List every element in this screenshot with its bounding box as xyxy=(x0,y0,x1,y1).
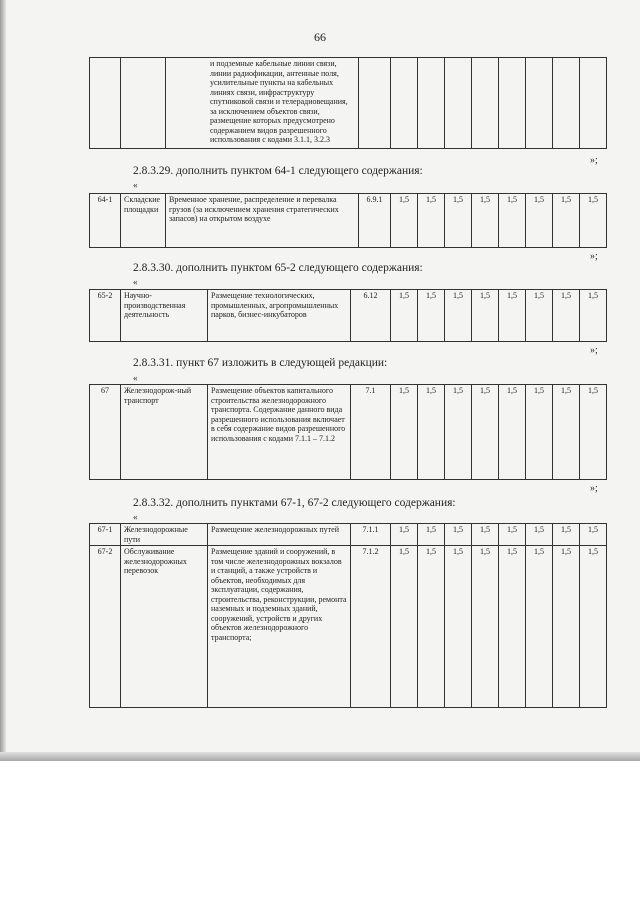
scan-shadow-left xyxy=(0,0,6,760)
value-cell: 1,5 xyxy=(472,290,499,342)
use-name: Железнодорож-ный транспорт xyxy=(121,385,208,480)
value-cell: 1,5 xyxy=(580,385,607,480)
value-cell: 1,5 xyxy=(580,194,607,248)
value-cell: 1,5 xyxy=(499,546,526,708)
value-cell: 1,5 xyxy=(526,385,553,480)
value-cell: 1,5 xyxy=(580,546,607,708)
value-cell: 1,5 xyxy=(418,524,445,546)
use-code: 7.1 xyxy=(351,385,391,480)
table-row xyxy=(90,58,607,149)
section-table xyxy=(89,289,607,342)
row-number: 65-2 xyxy=(90,290,121,342)
value-cell: 1,5 xyxy=(391,194,418,248)
value-cell: 1,5 xyxy=(472,546,499,708)
use-name: Научно-производственная деятельность xyxy=(121,290,208,342)
value-cell: 1,5 xyxy=(418,194,445,248)
value-cell: 1,5 xyxy=(445,546,472,708)
use-code: 6.9.1 xyxy=(359,194,391,248)
value-cell: 1,5 xyxy=(472,524,499,546)
open-quote: « xyxy=(133,373,138,383)
value-cell: 1,5 xyxy=(499,385,526,480)
section-table xyxy=(89,523,607,708)
use-code: 6.12 xyxy=(351,290,391,342)
value-cell: 1,5 xyxy=(391,290,418,342)
value-cell: 1,5 xyxy=(418,290,445,342)
use-code: 7.1.2 xyxy=(351,546,391,708)
section-table xyxy=(89,193,607,248)
table-row xyxy=(90,524,607,546)
value-cell: 1,5 xyxy=(499,194,526,248)
value-cell: 1,5 xyxy=(526,194,553,248)
value-cell: 1,5 xyxy=(553,194,580,248)
value-cell: 1,5 xyxy=(553,385,580,480)
section-heading: 2.8.3.30. дополнить пунктом 65-2 следующего содержания: xyxy=(133,262,423,274)
row-number: 67-1 xyxy=(90,524,121,546)
value-cell: 1,5 xyxy=(499,290,526,342)
table-row xyxy=(90,385,607,480)
use-description: и подземные кабельные линии связи, линии радиофикации, антенные поля, усилительные пункты на кабельных линиях связи, инфраструктуру спутниковой связи и телерадиовещания, за исключением объектов связи, размещение которых предусмотрено содержанием видов разрешенного использования с кодами 3.1.1, 3.2.3 xyxy=(166,58,359,149)
value-cell: 1,5 xyxy=(391,524,418,546)
section-table xyxy=(89,384,607,480)
table-row xyxy=(90,546,607,708)
close-quote: »; xyxy=(590,345,598,356)
use-name: Обслуживание железнодорожных перевозок xyxy=(121,546,208,708)
value-cell: 1,5 xyxy=(391,546,418,708)
table-row xyxy=(90,290,607,342)
use-description: Размещение объектов капитального строительства железнодорожного транспорта. Содержание данного вида разрешенного использования включает в себя содержание видов разрешенного использования с кодами 7.1.1 – 7.1.2 xyxy=(208,385,351,480)
value-cell: 1,5 xyxy=(553,546,580,708)
use-description: Размещение технологических, промышленных, агропромышленных парков, бизнес-инкубаторов xyxy=(208,290,351,342)
use-description: Временное хранение, распределение и перевалка грузов (за исключением хранения стратегических запасов) на открытом воздухе xyxy=(166,194,359,248)
close-quote: »; xyxy=(590,251,598,262)
value-cell: 1,5 xyxy=(472,385,499,480)
value-cell: 1,5 xyxy=(472,194,499,248)
value-cell: 1,5 xyxy=(445,290,472,342)
value-cell: 1,5 xyxy=(580,290,607,342)
continued-table xyxy=(89,57,607,149)
section-heading: 2.8.3.31. пункт 67 изложить в следующей редакции: xyxy=(133,357,388,369)
scan-shadow-bottom xyxy=(0,752,640,761)
table-row xyxy=(90,194,607,248)
open-quote: « xyxy=(133,277,138,287)
value-cell: 1,5 xyxy=(526,546,553,708)
value-cell: 1,5 xyxy=(526,290,553,342)
value-cell: 1,5 xyxy=(553,290,580,342)
value-cell: 1,5 xyxy=(526,524,553,546)
open-quote: « xyxy=(133,180,138,190)
value-cell: 1,5 xyxy=(553,524,580,546)
page-number: 66 xyxy=(314,30,326,44)
value-cell: 1,5 xyxy=(445,385,472,480)
value-cell: 1,5 xyxy=(445,194,472,248)
section-heading: 2.8.3.29. дополнить пунктом 64-1 следующего содержания: xyxy=(133,165,423,177)
use-name: Складские площадки xyxy=(121,194,166,248)
use-description: Размещение зданий и сооружений, в том числе железнодорожных вокзалов и станций, а также устройств и объектов, необходимых для эксплуатации, содержания, строительства, реконструкции, ремонта наземных и подземных зданий, сооружений, устройств и других объектов железнодорожного транспорта; xyxy=(208,546,351,708)
open-quote: « xyxy=(133,512,138,522)
row-number: 67-2 xyxy=(90,546,121,708)
value-cell: 1,5 xyxy=(418,546,445,708)
value-cell: 1,5 xyxy=(580,524,607,546)
close-quote: »; xyxy=(590,483,598,494)
section-heading: 2.8.3.32. дополнить пунктами 67-1, 67-2 следующего содержания: xyxy=(133,497,456,509)
value-cell: 1,5 xyxy=(391,385,418,480)
row-number: 67 xyxy=(90,385,121,480)
row-number: 64-1 xyxy=(90,194,121,248)
use-description: Размещение железнодорожных путей xyxy=(208,524,351,546)
close-quote: »; xyxy=(590,155,598,166)
value-cell: 1,5 xyxy=(418,385,445,480)
use-name: Железнодорожные пути xyxy=(121,524,208,546)
value-cell: 1,5 xyxy=(499,524,526,546)
use-code: 7.1.1 xyxy=(351,524,391,546)
value-cell: 1,5 xyxy=(445,524,472,546)
